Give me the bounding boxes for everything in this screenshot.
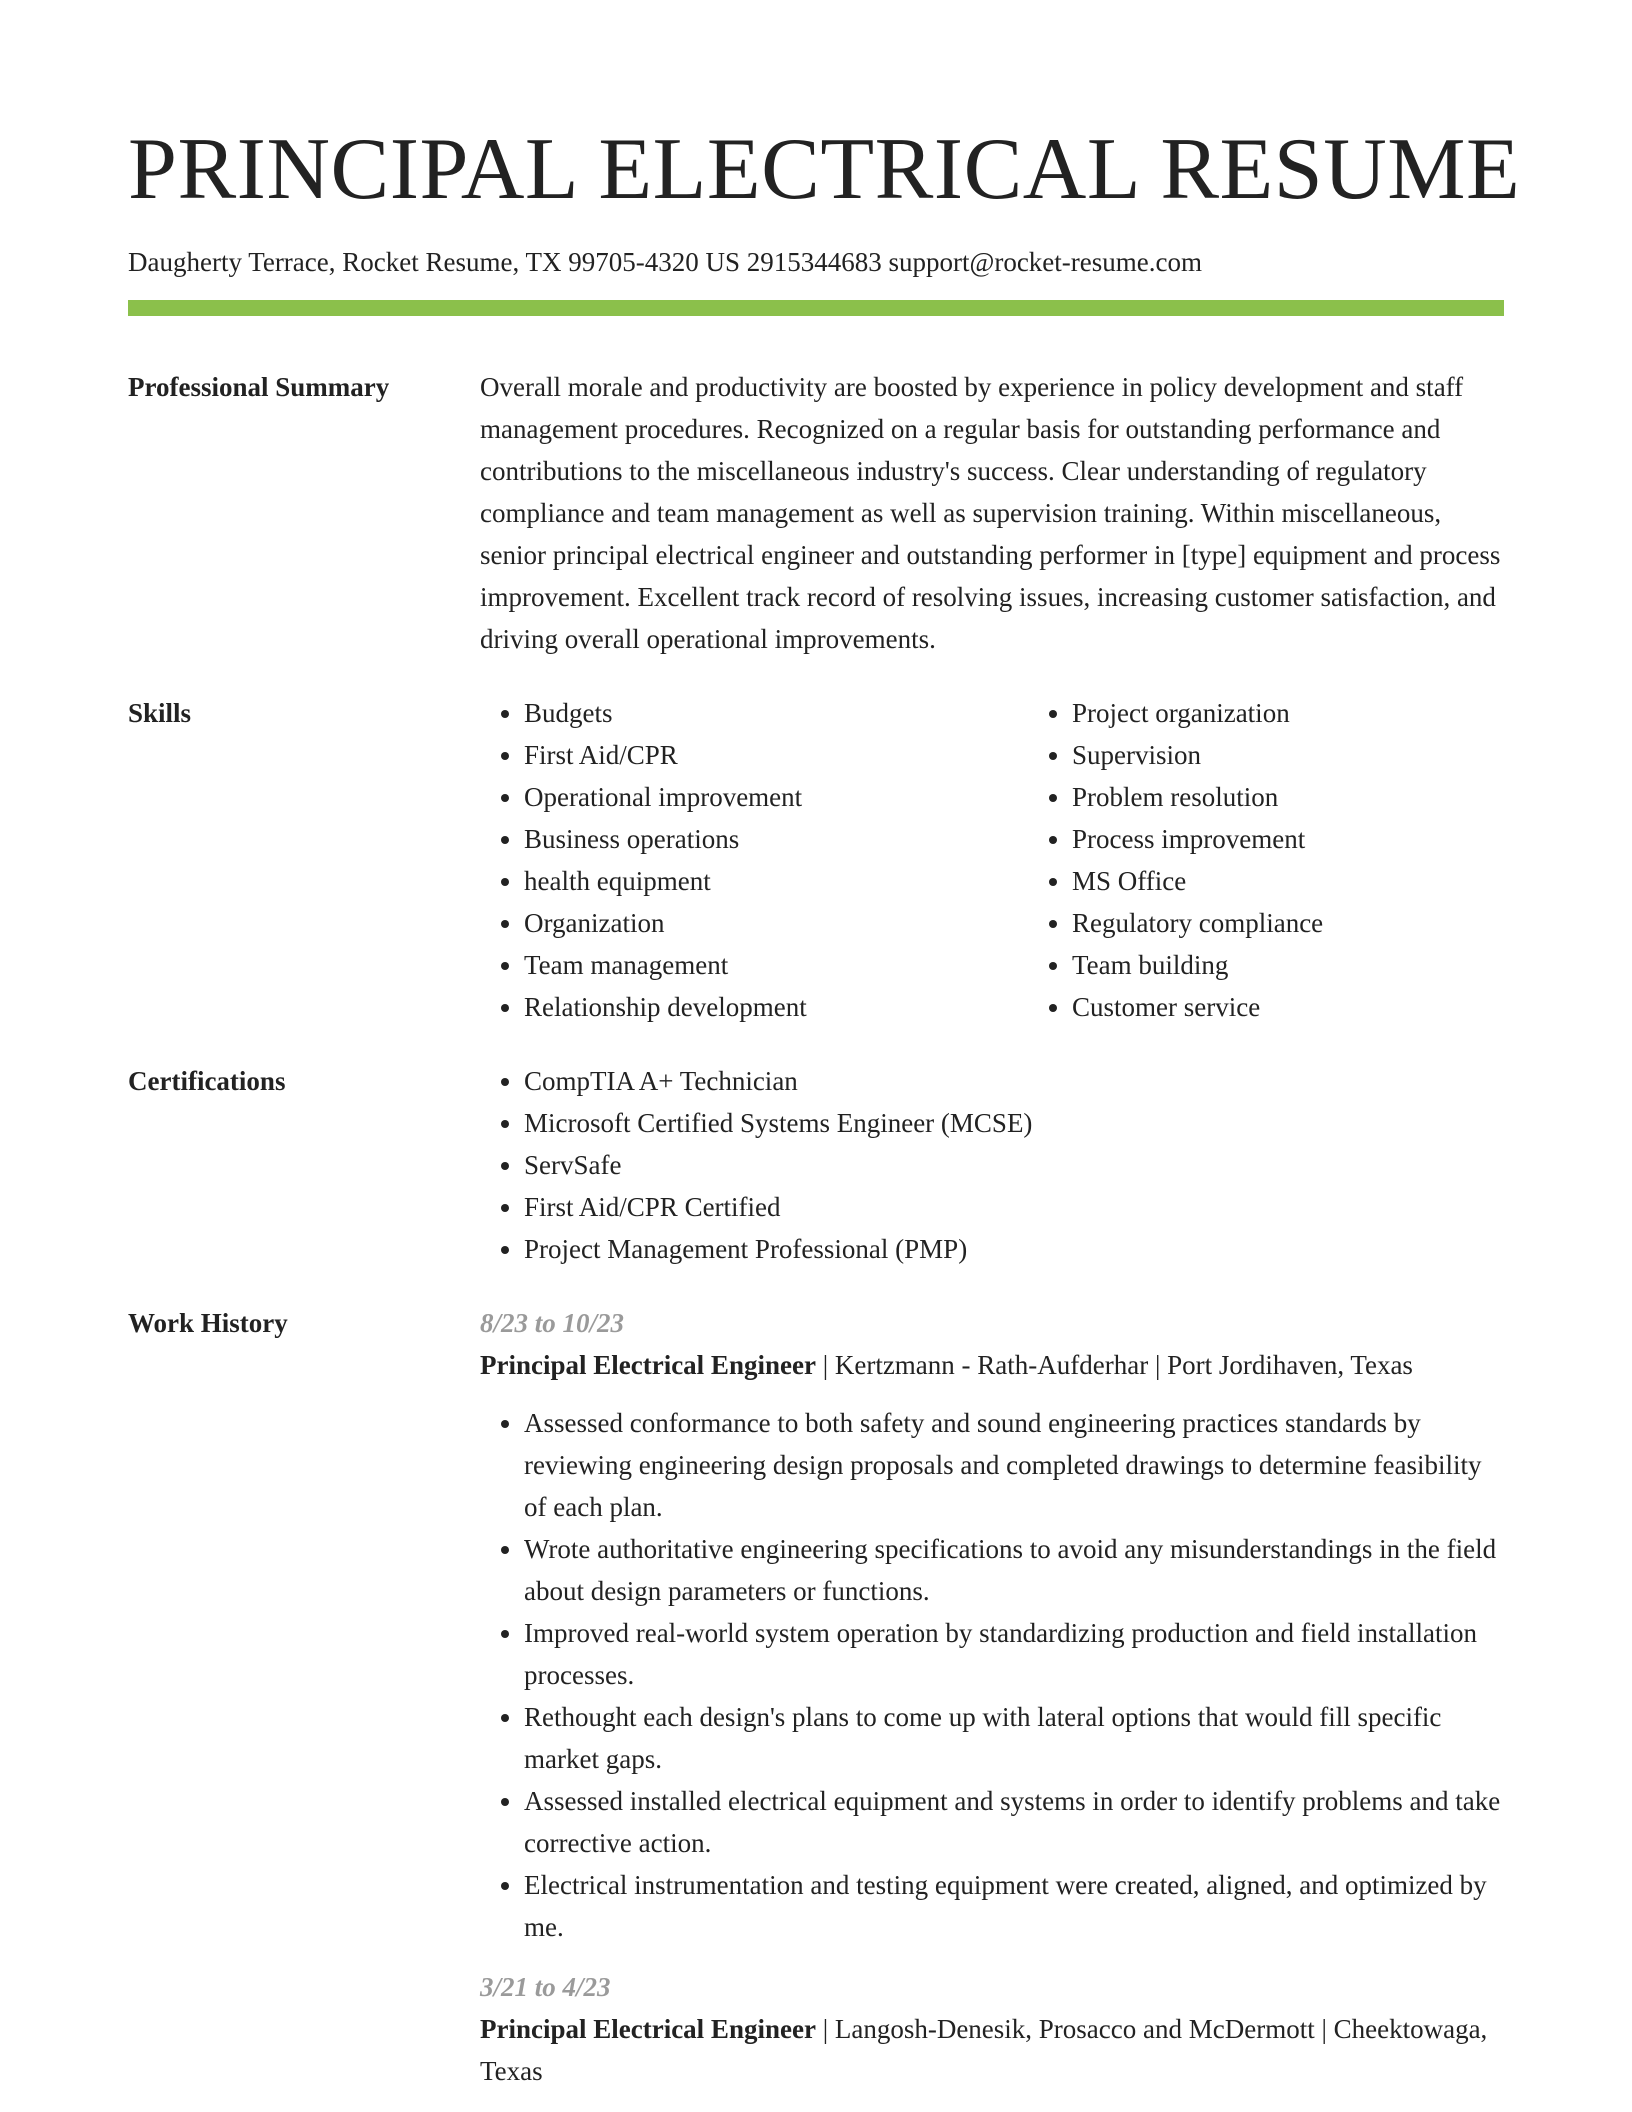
work-history-heading: Work History — [128, 1308, 288, 1338]
skill-item: • Supervision — [1072, 734, 1576, 776]
job-date: 8/23 to 10/23 — [480, 1308, 625, 1338]
job-date: 3/21 to 4/23 — [480, 1972, 611, 2002]
skill-item: • Budgets — [524, 692, 1028, 734]
job-bullet: • Rethought each design's plans to come up with lateral options that would fill specific market gaps. — [524, 1696, 1504, 1780]
job-bullet: • Assessed conformance to both safety and sound engineering practices standards by reviewing engineering design proposals and completed drawings to determine feasibility of each plan. — [524, 1402, 1504, 1528]
skill-item: • Operational improvement — [524, 776, 1028, 818]
certifications-section — [128, 1060, 1504, 1270]
job-heading — [480, 1344, 1504, 1386]
skill-item: • Business operations — [524, 818, 1028, 860]
skill-item: • Organization — [524, 902, 1028, 944]
work-history-section — [128, 1302, 1504, 2092]
skills-list-right — [1028, 692, 1576, 1028]
job-entry — [480, 1302, 1504, 1948]
job-bullet: • Improved real-world system operation by standardizing production and field installation processes. — [524, 1612, 1504, 1696]
skills-heading: Skills — [128, 698, 192, 728]
skill-item: • Relationship development — [524, 986, 1028, 1028]
job-bullet: • Wrote authoritative engineering specifications to avoid any misunderstandings in the field about design parameters or functions. — [524, 1528, 1504, 1612]
certifications-list — [480, 1060, 1504, 1270]
skills-section — [128, 692, 1504, 1028]
skill-item: • MS Office — [1072, 860, 1576, 902]
skill-item: • Customer service — [1072, 986, 1576, 1028]
job-heading — [480, 2008, 1504, 2092]
job-bullet: • Electrical instrumentation and testing equipment were created, aligned, and optimized by me. — [524, 1864, 1504, 1948]
job-bullets — [480, 1402, 1504, 1948]
certification-item: • Project Management Professional (PMP) — [524, 1228, 1504, 1270]
skill-item: • First Aid/CPR — [524, 734, 1028, 776]
summary-section — [128, 366, 1504, 660]
certification-item: • CompTIA A+ Technician — [524, 1060, 1504, 1102]
summary-heading: Professional Summary — [128, 372, 390, 402]
certification-item: • Microsoft Certified Systems Engineer (MCSE) — [524, 1102, 1504, 1144]
job-title: Principal Electrical Engineer — [480, 1350, 816, 1380]
certifications-heading: Certifications — [128, 1066, 286, 1096]
skill-item: • Project organization — [1072, 692, 1576, 734]
resume-page — [128, 0, 1521, 2092]
job-title: Principal Electrical Engineer — [480, 2014, 816, 2044]
skill-item: • Process improvement — [1072, 818, 1576, 860]
certification-item: • First Aid/CPR Certified — [524, 1186, 1504, 1228]
skill-item: • Team building — [1072, 944, 1576, 986]
skill-item: • Problem resolution — [1072, 776, 1576, 818]
certification-item: • ServSafe — [524, 1144, 1504, 1186]
contact-info: Daugherty Terrace, Rocket Resume, TX 99705-4320 US 2915344683 support@rocket-resume.com — [128, 247, 1202, 277]
skills-list-left — [480, 692, 1028, 1028]
summary-text: Overall morale and productivity are boosted by experience in policy development and staff management procedures. Recognized on a regular basis for outstanding performance and contributions to the miscellaneous industry's success. Clear understanding of regulatory compliance and team management as well as supervision training. Within miscellaneous, senior principal electrical engineer and outstanding performer in [type] equipment and process improvement. Excellent track record of resolving issues, increasing customer satisfaction, and driving overall operational improvements. — [480, 372, 1501, 654]
job-employer-location: | Kertzmann - Rath-Aufderhar | Port Jordihaven, Texas — [815, 1350, 1413, 1380]
skill-item: • Team management — [524, 944, 1028, 986]
job-entry — [480, 1966, 1504, 2092]
accent-divider — [128, 300, 1504, 316]
resume-title: PRINCIPAL ELECTRICAL RESUME — [128, 121, 1521, 218]
skill-item: • health equipment — [524, 860, 1028, 902]
job-employer-location: | Langosh-Denesik, Prosacco and McDermott | Cheektowaga, Texas — [480, 2014, 1488, 2086]
skill-item: • Regulatory compliance — [1072, 902, 1576, 944]
job-bullet: • Assessed installed electrical equipment and systems in order to identify problems and take corrective action. — [524, 1780, 1504, 1864]
